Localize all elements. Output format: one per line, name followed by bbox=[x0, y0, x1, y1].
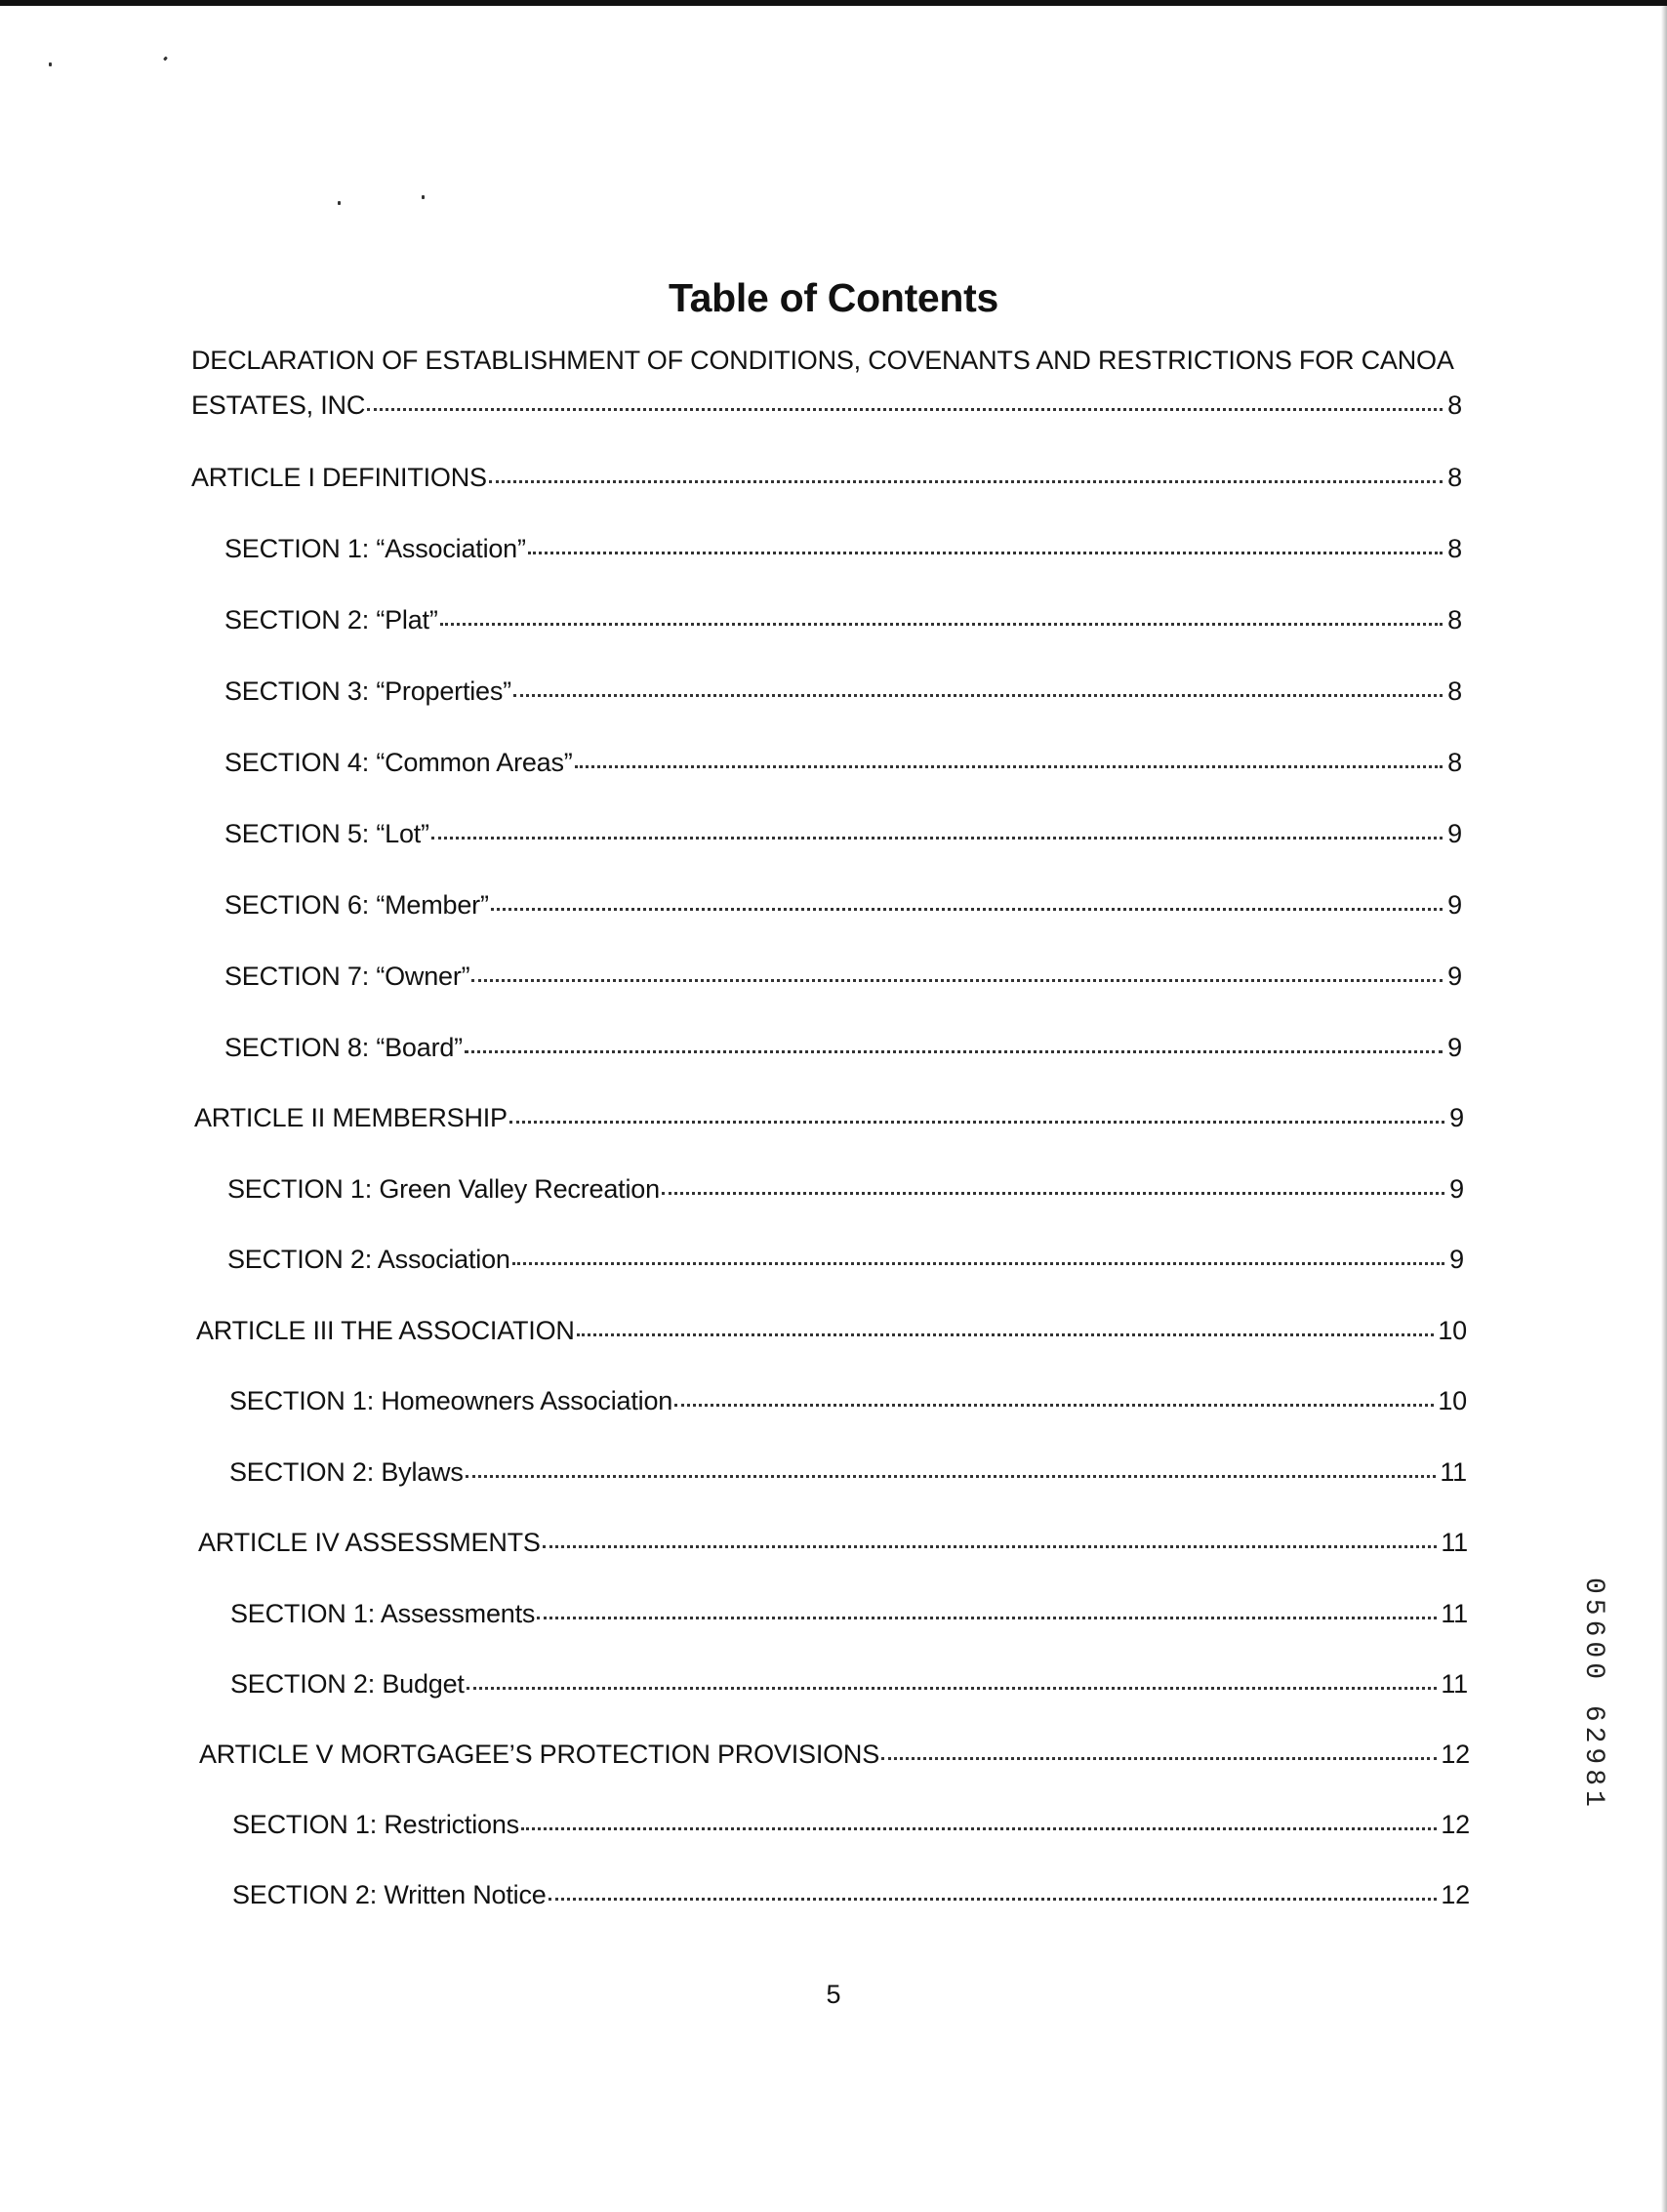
toc-entry-section[interactable] bbox=[227, 1245, 1464, 1275]
dot-leader bbox=[509, 1121, 1444, 1124]
dot-leader bbox=[467, 1687, 1438, 1690]
toc-entry-section[interactable] bbox=[229, 1386, 1467, 1416]
toc-entry-section[interactable] bbox=[232, 1880, 1470, 1910]
toc-entry-article-4[interactable] bbox=[198, 1528, 1468, 1558]
toc-entry-section[interactable] bbox=[224, 605, 1462, 635]
toc-entry-section[interactable] bbox=[229, 1457, 1467, 1488]
toc-entry-label: SECTION 7: “Owner” bbox=[224, 962, 470, 991]
toc-entry-page: 10 bbox=[1438, 1386, 1467, 1415]
toc-intro-entry[interactable] bbox=[191, 390, 1462, 421]
toc-entry-label: SECTION 5: “Lot” bbox=[224, 819, 429, 848]
toc-entry-label: ARTICLE V MORTGAGEE’S PROTECTION PROVISIONS bbox=[199, 1740, 880, 1769]
page-number: 5 bbox=[826, 1980, 841, 2009]
toc-entry-section[interactable] bbox=[224, 1033, 1462, 1063]
toc-entry-label: SECTION 1: Assessments bbox=[230, 1599, 536, 1628]
toc-entry-page: 11 bbox=[1441, 1599, 1468, 1628]
toc-entry-page: 12 bbox=[1441, 1880, 1470, 1909]
dot-leader bbox=[489, 480, 1443, 483]
toc-entry-label: ARTICLE IV ASSESSMENTS bbox=[198, 1528, 541, 1557]
toc-entry-section[interactable] bbox=[232, 1810, 1470, 1840]
toc-entry-label: ESTATES, INC bbox=[191, 390, 366, 420]
toc-entry-page: 8 bbox=[1447, 605, 1462, 635]
toc-entry-label: SECTION 1: Green Valley Recreation bbox=[227, 1174, 660, 1204]
dot-leader bbox=[491, 908, 1443, 911]
toc-entry-page: 11 bbox=[1440, 1457, 1467, 1487]
toc-entry-section[interactable] bbox=[224, 748, 1462, 778]
toc-entry-page: 9 bbox=[1447, 819, 1462, 848]
toc-entry-page: 9 bbox=[1449, 1245, 1464, 1274]
toc-entry-page: 10 bbox=[1438, 1316, 1467, 1345]
toc-entry-page: 9 bbox=[1447, 890, 1462, 920]
toc-entry-page: 8 bbox=[1447, 390, 1462, 420]
toc-entry-label: ARTICLE II MEMBERSHIP bbox=[194, 1103, 508, 1132]
toc-entry-section[interactable] bbox=[230, 1599, 1468, 1629]
dot-leader bbox=[881, 1757, 1437, 1760]
toc-entry-section[interactable] bbox=[224, 890, 1462, 921]
toc-entry-page: 9 bbox=[1447, 962, 1462, 991]
dot-leader bbox=[674, 1404, 1434, 1407]
toc-entry-page: 11 bbox=[1441, 1669, 1468, 1699]
dot-leader bbox=[513, 694, 1443, 697]
toc-entry-label: SECTION 2: Bylaws bbox=[229, 1457, 464, 1487]
dot-leader bbox=[528, 552, 1443, 554]
toc-entry-page: 9 bbox=[1449, 1103, 1464, 1132]
toc-entry-label: SECTION 2: Written Notice bbox=[232, 1880, 547, 1909]
toc-entry-section[interactable] bbox=[224, 819, 1462, 849]
toc-entry-label: SECTION 3: “Properties” bbox=[224, 676, 511, 706]
toc-entry-article-5[interactable] bbox=[199, 1740, 1470, 1770]
dot-leader bbox=[575, 765, 1443, 768]
bates-number: 05600 62981 bbox=[1578, 1577, 1608, 1812]
toc-entry-label: SECTION 6: “Member” bbox=[224, 890, 489, 920]
dot-leader bbox=[471, 979, 1443, 982]
table-of-contents bbox=[0, 6, 1667, 2212]
dot-leader bbox=[512, 1262, 1444, 1265]
toc-entry-section[interactable] bbox=[224, 676, 1462, 707]
page-title: Table of Contents bbox=[668, 275, 999, 320]
toc-entry-article-3[interactable] bbox=[196, 1316, 1467, 1346]
toc-entry-label: SECTION 1: Homeowners Association bbox=[229, 1386, 673, 1415]
toc-entry-page: 11 bbox=[1441, 1528, 1468, 1557]
toc-entry-label: SECTION 8: “Board” bbox=[224, 1033, 463, 1062]
toc-entry-page: 12 bbox=[1441, 1810, 1470, 1839]
bates-stamp bbox=[1575, 1577, 1614, 1841]
toc-entry-page: 8 bbox=[1447, 676, 1462, 706]
toc-entry-page: 8 bbox=[1447, 534, 1462, 563]
dot-leader bbox=[465, 1050, 1443, 1053]
dot-leader bbox=[431, 837, 1443, 840]
dot-leader bbox=[662, 1192, 1444, 1195]
toc-entry-article-1[interactable] bbox=[191, 463, 1462, 493]
dot-leader bbox=[521, 1827, 1437, 1830]
toc-entry-page: 8 bbox=[1447, 463, 1462, 492]
toc-entry-page: 9 bbox=[1447, 1033, 1462, 1062]
toc-entry-label: SECTION 4: “Common Areas” bbox=[224, 748, 573, 777]
toc-entry-label: ARTICLE III THE ASSOCIATION bbox=[196, 1316, 575, 1345]
toc-entry-section[interactable] bbox=[227, 1174, 1464, 1205]
dot-leader bbox=[466, 1475, 1437, 1478]
toc-entry-section[interactable] bbox=[224, 962, 1462, 992]
dot-leader bbox=[537, 1617, 1437, 1619]
dot-leader bbox=[543, 1545, 1438, 1548]
dot-leader bbox=[367, 408, 1443, 411]
toc-entry-section[interactable] bbox=[224, 534, 1462, 564]
toc-entry-label: SECTION 2: “Plat” bbox=[224, 605, 438, 635]
dot-leader bbox=[549, 1898, 1438, 1901]
toc-entry-article-2[interactable] bbox=[194, 1103, 1464, 1133]
toc-entry-page: 8 bbox=[1447, 748, 1462, 777]
toc-entry-label: SECTION 1: “Association” bbox=[224, 534, 526, 563]
toc-entry-page: 12 bbox=[1441, 1740, 1470, 1769]
toc-entry-section[interactable] bbox=[230, 1669, 1468, 1700]
toc-entry-page: 9 bbox=[1449, 1174, 1464, 1204]
toc-entry-label: ARTICLE I DEFINITIONS bbox=[191, 463, 487, 492]
toc-intro-line1: DECLARATION OF ESTABLISHMENT OF CONDITIONS, COVENANTS AND RESTRICTIONS FOR CANOA bbox=[191, 346, 1454, 375]
dot-leader bbox=[577, 1333, 1435, 1336]
toc-entry-label: SECTION 2: Budget bbox=[230, 1669, 465, 1699]
dot-leader bbox=[440, 623, 1443, 626]
toc-entry-label: SECTION 1: Restrictions bbox=[232, 1810, 519, 1839]
toc-entry-label: SECTION 2: Association bbox=[227, 1245, 510, 1274]
